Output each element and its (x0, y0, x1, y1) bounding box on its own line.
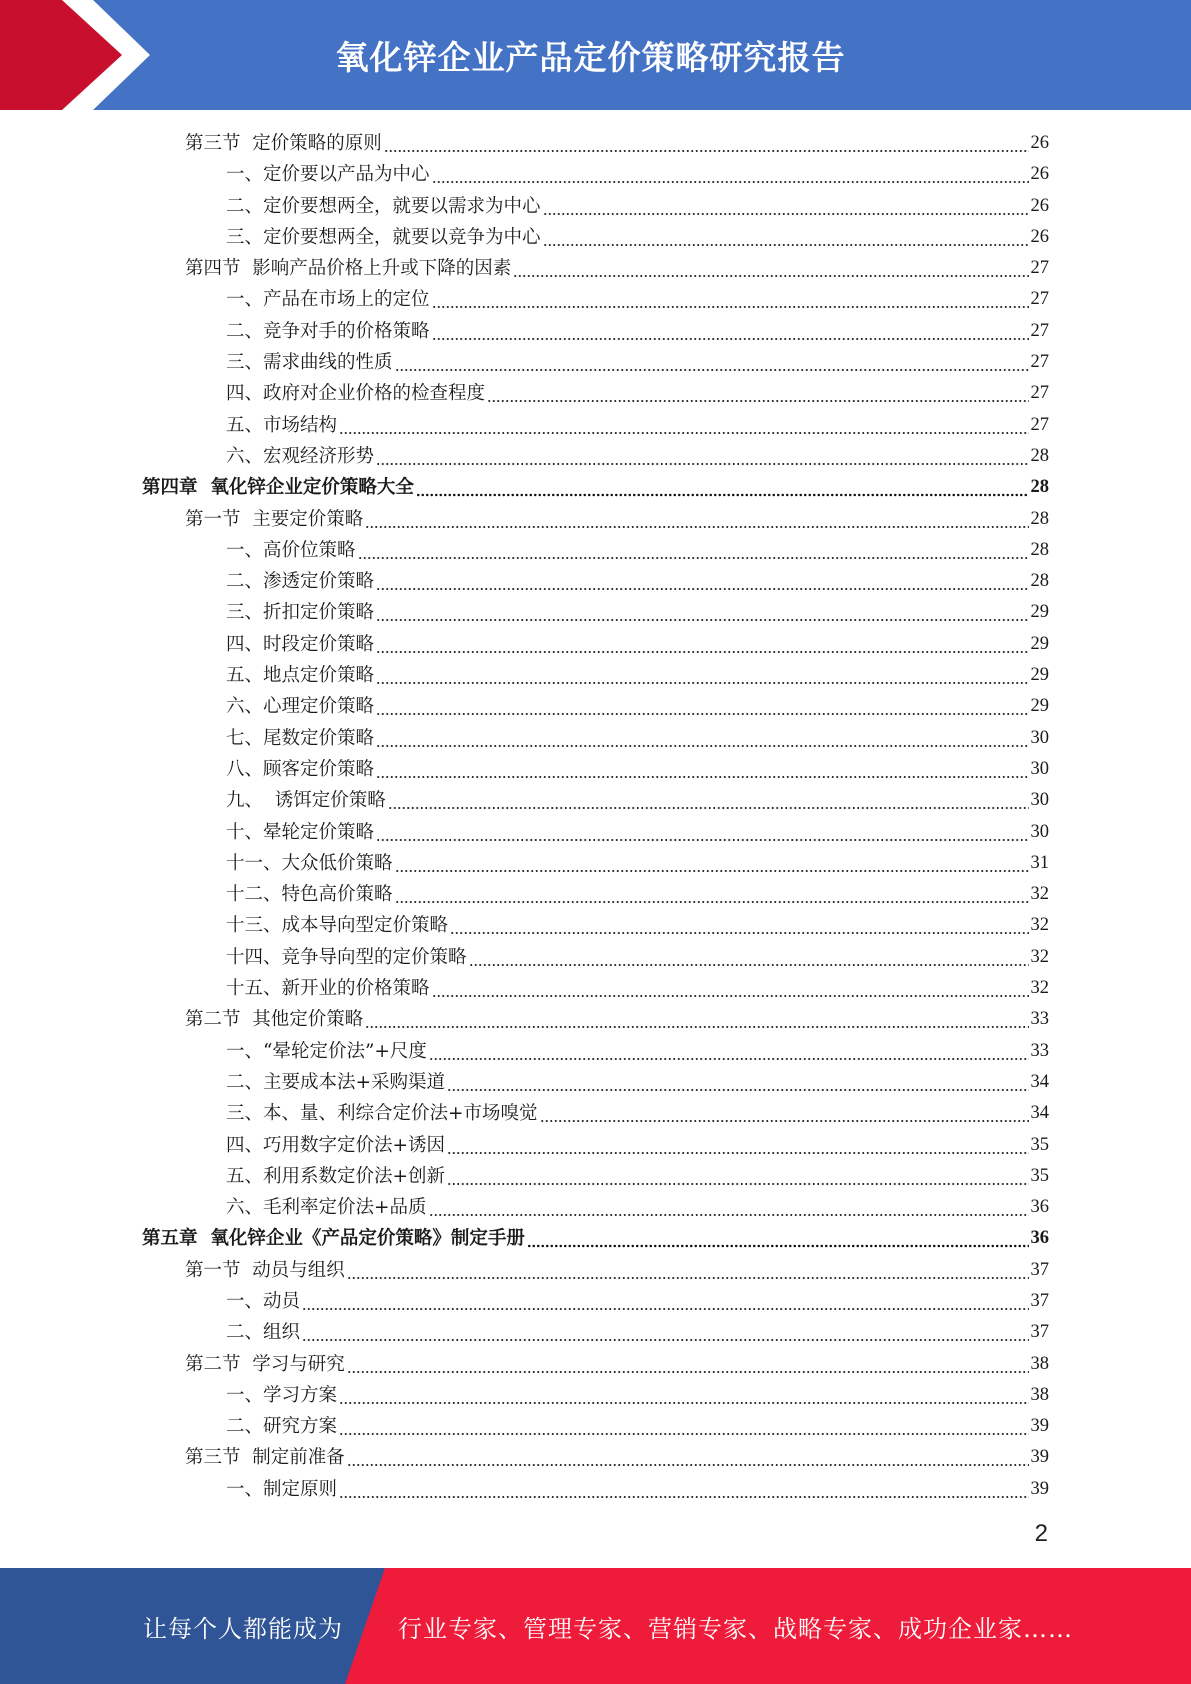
toc-entry-label: 第五章 氧化锌企业《产品定价策略》制定手册 (142, 1228, 525, 1250)
toc-entry-page: 32 (1030, 884, 1049, 905)
toc-leader-dots (376, 441, 1028, 472)
toc-leader-dots (347, 1349, 1029, 1380)
toc-leader-dots (365, 504, 1028, 535)
toc-entry-label: 三、定价要想两全，就要以竞争为中心 (226, 226, 541, 248)
toc-leader-dots (513, 253, 1028, 284)
toc-leader-dots (432, 316, 1029, 347)
toc-leader-dots (543, 191, 1029, 222)
toc-leader-dots (339, 1474, 1028, 1505)
toc-leader-dots (302, 1286, 1028, 1317)
toc-leader-dots (429, 1036, 1029, 1067)
toc-entry[interactable] (142, 1442, 1049, 1473)
toc-entry[interactable] (142, 191, 1049, 222)
toc-entry-page: 39 (1030, 1447, 1049, 1468)
toc-entry[interactable] (142, 378, 1049, 409)
toc-entry-page: 31 (1030, 852, 1049, 873)
toc-entry[interactable] (142, 1036, 1049, 1067)
toc-entry[interactable] (142, 910, 1049, 941)
toc-entry-page: 29 (1030, 602, 1049, 623)
toc-leader-dots (447, 1130, 1028, 1161)
toc-leader-dots (487, 378, 1028, 409)
toc-entry-label: 六、宏观经济形势 (226, 445, 375, 467)
toc-entry-label: 三、折扣定价策略 (226, 602, 375, 624)
toc-entry[interactable] (142, 441, 1049, 472)
toc-entry-label: 二、研究方案 (226, 1416, 338, 1438)
toc-entry-page: 36 (1030, 1228, 1049, 1249)
toc-entry[interactable] (142, 472, 1049, 503)
toc-entry-page: 28 (1030, 539, 1049, 560)
toc-entry[interactable] (142, 597, 1049, 628)
toc-entry[interactable] (142, 535, 1049, 566)
toc-entry-label: 十二、特色高价策略 (226, 884, 393, 906)
toc-entry-page: 34 (1030, 1103, 1049, 1124)
toc-entry[interactable] (142, 1067, 1049, 1098)
toc-entry-label: 九、 诱饵定价策略 (226, 790, 386, 812)
toc-entry-page: 28 (1030, 571, 1049, 592)
toc-leader-dots (540, 1098, 1029, 1129)
toc-entry-label: 第一节 主要定价策略 (185, 508, 364, 530)
toc-entry-label: 七、尾数定价策略 (226, 727, 375, 749)
toc-leader-dots (543, 222, 1029, 253)
toc-entry[interactable] (142, 1161, 1049, 1192)
toc-entry[interactable] (142, 253, 1049, 284)
toc-entry[interactable] (142, 1255, 1049, 1286)
toc-entry-label: 一、产品在市场上的定位 (226, 289, 430, 311)
toc-leader-dots (376, 629, 1028, 660)
toc-entry-page: 27 (1030, 383, 1049, 404)
toc-entry[interactable] (142, 1380, 1049, 1411)
toc-entry-label: 四、巧用数字定价法+诱因 (226, 1134, 446, 1156)
toc-entry-label: 一、“晕轮定价法”+尺度 (226, 1040, 427, 1062)
toc-leader-dots (395, 879, 1029, 910)
toc-leader-dots (432, 973, 1029, 1004)
toc-entry-label: 第二节 其他定价策略 (185, 1009, 364, 1031)
toc-entry[interactable] (142, 1004, 1049, 1035)
toc-entry-page: 38 (1030, 1384, 1049, 1405)
page-number: 2 (1034, 1520, 1048, 1547)
toc-leader-dots (432, 159, 1029, 190)
toc-leader-dots (384, 128, 1029, 159)
toc-entry[interactable] (142, 1474, 1049, 1505)
toc-leader-dots (450, 910, 1028, 941)
toc-entry-page: 39 (1030, 1416, 1049, 1437)
document-title: 氧化锌企业产品定价策略研究报告 (335, 37, 846, 77)
toc-leader-dots (447, 1067, 1028, 1098)
toc-entry[interactable] (142, 1223, 1049, 1254)
toc-entry-page: 26 (1030, 164, 1049, 185)
toc-entry-label: 二、渗透定价策略 (226, 571, 375, 593)
toc-entry-label: 三、本、量、利综合定价法+市场嗅觉 (226, 1103, 538, 1125)
toc-entry-page: 38 (1030, 1353, 1049, 1374)
toc-entry-label: 三、需求曲线的性质 (226, 352, 393, 374)
toc-entry[interactable] (142, 1098, 1049, 1129)
toc-leader-dots (429, 1192, 1029, 1223)
toc-entry-label: 第四节 影响产品价格上升或下降的因素 (185, 258, 512, 280)
toc-leader-dots (376, 691, 1028, 722)
toc-leader-dots (395, 848, 1029, 879)
toc-leader-dots (376, 660, 1028, 691)
toc-entry-page: 32 (1030, 978, 1049, 999)
toc-entry-label: 五、地点定价策略 (226, 665, 375, 687)
toc-leader-dots (339, 410, 1028, 441)
toc-leader-dots (416, 472, 1029, 503)
toc-leader-dots (376, 754, 1028, 785)
toc-entry[interactable] (142, 754, 1049, 785)
toc-entry-page: 33 (1030, 1040, 1049, 1061)
toc-entry-page: 36 (1030, 1197, 1049, 1218)
toc-entry[interactable] (142, 128, 1049, 159)
toc-entry[interactable] (142, 660, 1049, 691)
toc-entry-page: 35 (1030, 1165, 1049, 1186)
toc-entry-label: 第三节 制定前准备 (185, 1447, 345, 1469)
toc-entry-label: 一、定价要以产品为中心 (226, 164, 430, 186)
footer-slogan-left: 让每个人都能成为 (143, 1614, 343, 1643)
page-footer (0, 1568, 1191, 1684)
toc-entry[interactable] (142, 1130, 1049, 1161)
toc-entry-label: 六、毛利率定价法+品质 (226, 1197, 427, 1219)
toc-entry[interactable] (142, 1411, 1049, 1442)
toc-entry-page: 26 (1030, 133, 1049, 153)
toc-leader-dots (347, 1255, 1029, 1286)
toc-entry[interactable] (142, 284, 1049, 315)
toc-entry[interactable] (142, 566, 1049, 597)
toc-entry-label: 第二节 学习与研究 (185, 1353, 345, 1375)
toc-entry-label: 第三节 定价策略的原则 (185, 133, 382, 154)
toc-entry[interactable] (142, 942, 1049, 973)
toc-entry-page: 29 (1030, 665, 1049, 686)
toc-entry-label: 十一、大众低价策略 (226, 852, 393, 874)
toc-entry-label: 五、市场结构 (226, 414, 338, 436)
toc-entry[interactable] (142, 848, 1049, 879)
toc-entry-page: 27 (1030, 258, 1049, 279)
toc-entry[interactable] (142, 723, 1049, 754)
toc-leader-dots (388, 785, 1029, 816)
toc-entry-label: 四、时段定价策略 (226, 633, 375, 655)
toc-entry-label: 十四、竞争导向型的定价策略 (226, 946, 467, 968)
toc-entry-label: 八、顾客定价策略 (226, 758, 375, 780)
toc-entry-label: 十三、成本导向型定价策略 (226, 915, 449, 937)
toc-entry-label: 二、定价要想两全，就要以需求为中心 (226, 195, 541, 217)
toc-entry-label: 十五、新开业的价格策略 (226, 978, 430, 1000)
toc-entry-page: 39 (1030, 1478, 1049, 1499)
toc-entry-label: 二、组织 (226, 1322, 301, 1344)
toc-entry[interactable] (142, 1349, 1049, 1380)
toc-entry[interactable] (142, 410, 1049, 441)
toc-leader-dots (365, 1004, 1028, 1035)
toc-entry[interactable] (142, 316, 1049, 347)
toc-entry-page: 30 (1030, 790, 1049, 811)
toc-entry-page: 34 (1030, 1071, 1049, 1092)
page-header (0, 0, 1191, 110)
toc-entry[interactable] (142, 1317, 1049, 1348)
toc-entry[interactable] (142, 159, 1049, 190)
table-of-contents (142, 128, 1049, 1505)
toc-leader-dots (527, 1223, 1029, 1254)
toc-leader-dots (339, 1380, 1028, 1411)
toc-entry-label: 二、主要成本法+采购渠道 (226, 1071, 446, 1093)
toc-entry[interactable] (142, 1192, 1049, 1223)
toc-entry[interactable] (142, 629, 1049, 660)
toc-entry-page: 37 (1030, 1290, 1049, 1311)
toc-entry[interactable] (142, 973, 1049, 1004)
toc-entry[interactable] (142, 785, 1049, 816)
toc-entry-page: 28 (1030, 445, 1049, 466)
toc-entry[interactable] (142, 691, 1049, 722)
toc-entry-page: 27 (1030, 320, 1049, 341)
toc-entry[interactable] (142, 1286, 1049, 1317)
toc-entry-label: 一、制定原则 (226, 1478, 338, 1500)
toc-entry-label: 四、政府对企业价格的检查程度 (226, 383, 486, 405)
toc-entry[interactable] (142, 879, 1049, 910)
toc-entry[interactable] (142, 817, 1049, 848)
footer-slogan-right: 行业专家、管理专家、营销专家、战略专家、成功企业家…… (398, 1614, 1073, 1643)
toc-entry-label: 五、利用系数定价法+创新 (226, 1165, 446, 1187)
toc-leader-dots (376, 566, 1028, 597)
toc-leader-dots (376, 817, 1028, 848)
toc-entry-label: 第四章 氧化锌企业定价策略大全 (142, 477, 414, 499)
toc-leader-dots (302, 1317, 1028, 1348)
toc-entry-label: 一、动员 (226, 1290, 301, 1312)
toc-entry-page: 30 (1030, 821, 1049, 842)
toc-entry-page: 27 (1030, 289, 1049, 310)
toc-entry-page: 35 (1030, 1134, 1049, 1155)
toc-leader-dots (432, 284, 1029, 315)
toc-entry-page: 29 (1030, 696, 1049, 717)
toc-leader-dots (376, 597, 1028, 628)
toc-leader-dots (347, 1442, 1029, 1473)
toc-entry-page: 27 (1030, 414, 1049, 435)
toc-entry-label: 十、晕轮定价策略 (226, 821, 375, 843)
toc-entry-page: 28 (1030, 508, 1049, 529)
toc-entry-page: 27 (1030, 352, 1049, 373)
toc-entry-label: 六、心理定价策略 (226, 696, 375, 718)
toc-entry-page: 26 (1030, 195, 1049, 216)
toc-leader-dots (376, 723, 1028, 754)
toc-leader-dots (358, 535, 1029, 566)
toc-entry[interactable] (142, 504, 1049, 535)
toc-leader-dots (469, 942, 1029, 973)
toc-entry-page: 26 (1030, 226, 1049, 247)
toc-leader-dots (447, 1161, 1028, 1192)
toc-entry[interactable] (142, 347, 1049, 378)
toc-entry-label: 二、竞争对手的价格策略 (226, 320, 430, 342)
toc-entry-page: 37 (1030, 1259, 1049, 1280)
toc-leader-dots (395, 347, 1029, 378)
toc-entry-page: 28 (1030, 477, 1049, 498)
toc-entry-page: 37 (1030, 1322, 1049, 1343)
toc-entry-page: 32 (1030, 946, 1049, 967)
toc-entry-page: 29 (1030, 633, 1049, 654)
toc-entry-label: 一、高价位策略 (226, 539, 356, 561)
toc-entry-page: 33 (1030, 1009, 1049, 1030)
toc-entry[interactable] (142, 222, 1049, 253)
toc-entry-label: 第一节 动员与组织 (185, 1259, 345, 1281)
toc-entry-label: 一、学习方案 (226, 1384, 338, 1406)
toc-entry-page: 30 (1030, 758, 1049, 779)
toc-entry-page: 32 (1030, 915, 1049, 936)
toc-leader-dots (339, 1411, 1028, 1442)
toc-entry-page: 30 (1030, 727, 1049, 748)
